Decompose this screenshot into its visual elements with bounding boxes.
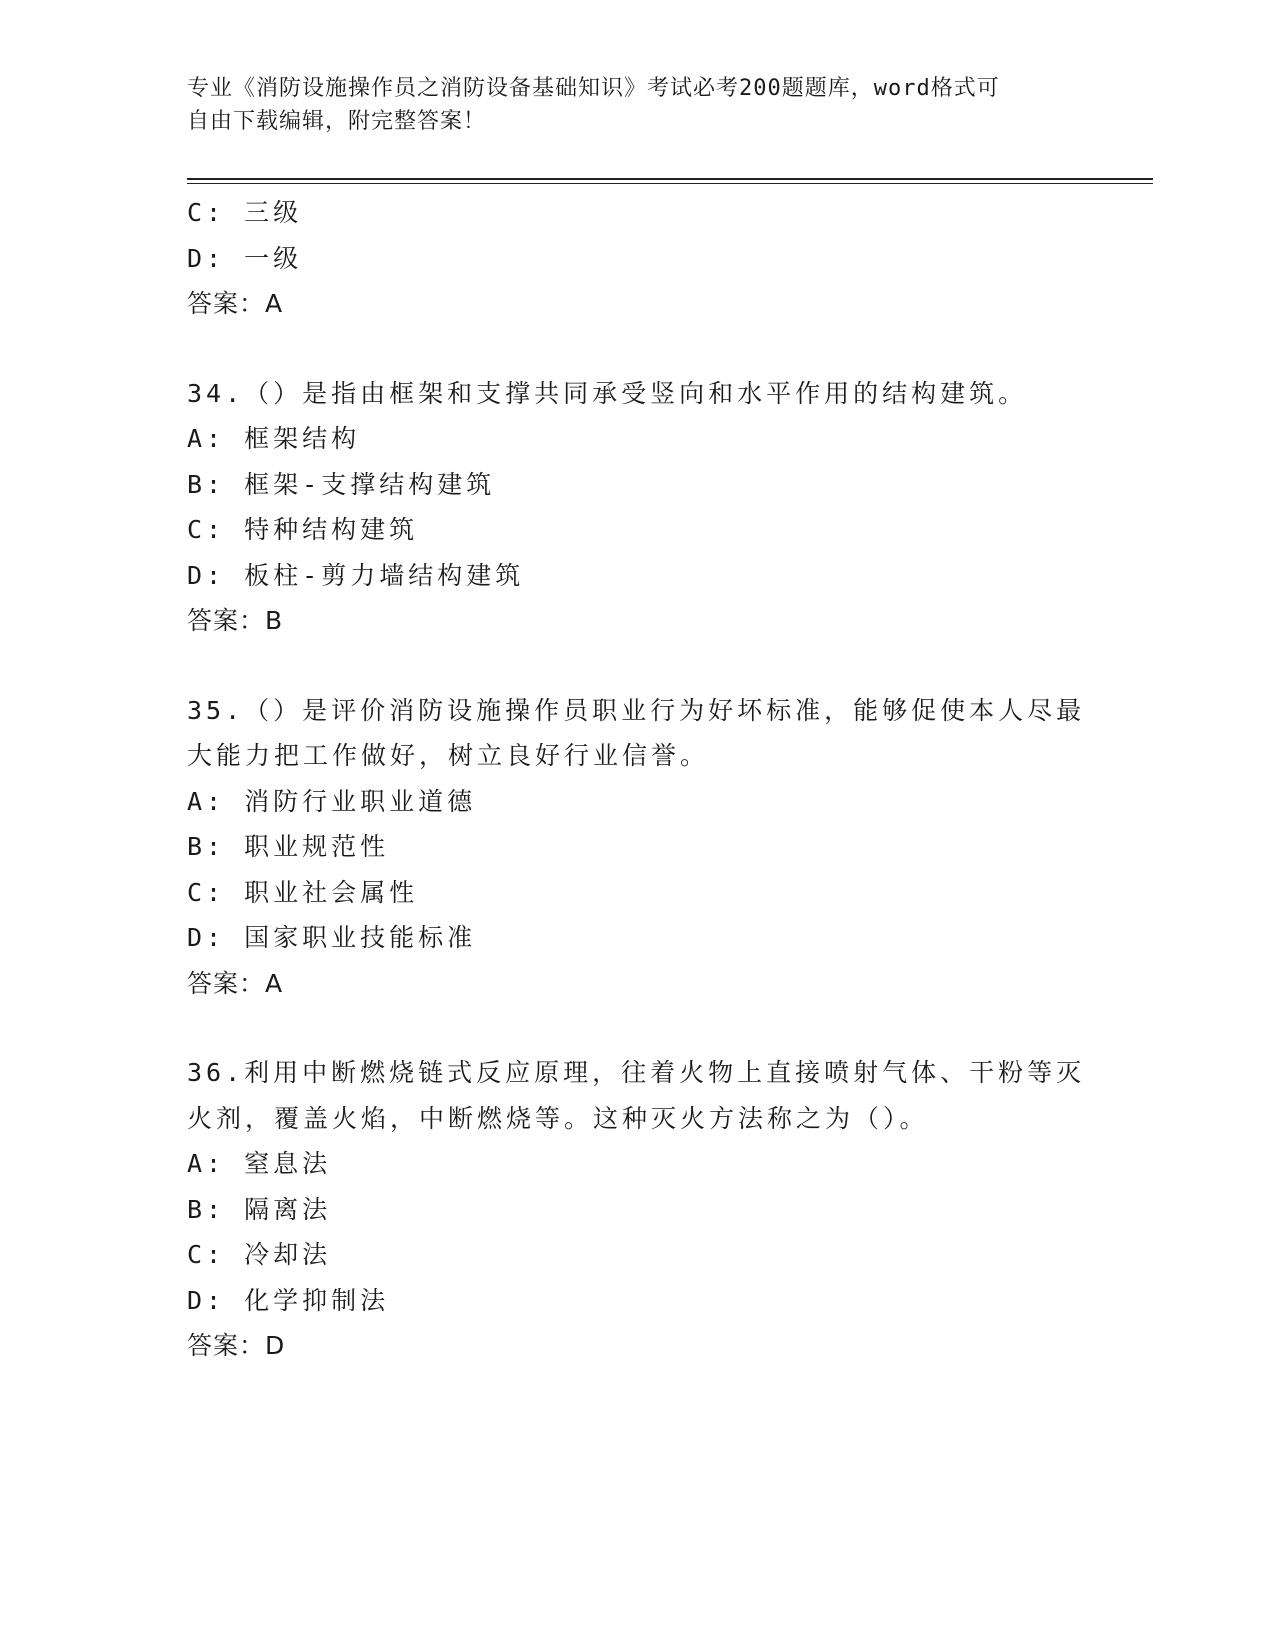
question-stem: 34.（）是指由框架和支撑共同承受竖向和水平作用的结构建筑。 [187,378,1028,408]
question-block-33 [187,190,1087,327]
spacer [187,1006,1087,1050]
option-c: C: 三级 [187,198,303,227]
option-d: D: 化学抑制法 [187,1285,390,1315]
header-divider-thick [187,178,1153,180]
option-b: B: 框架-支撑结构建筑 [187,469,496,499]
header-title-line-2: 自由下载编辑，附完整答案！ [187,109,487,134]
question-stem-line-1: 36.利用中断燃烧链式反应原理，往着火物上直接喷射气体、干粉等灭 [187,1058,1086,1087]
option-a: A: 窒息法 [187,1149,332,1178]
question-block-36 [187,1050,1087,1369]
option-a: A: 框架结构 [187,424,361,453]
option-d: D: 板柱-剪力墙结构建筑 [187,560,525,590]
question-block-35 [187,688,1087,1007]
option-c: C: 特种结构建筑 [187,515,419,544]
option-d: D: 国家职业技能标准 [187,923,477,952]
header-title-line-1: 专业《消防设施操作员之消防设备基础知识》考试必考200题题库，word格式可 [187,76,1000,101]
option-b: B: 隔离法 [187,1194,332,1224]
answer-line: 答案：A [187,968,284,998]
option-b: B: 职业规范性 [187,832,390,861]
answer-line: 答案：D [187,1331,286,1360]
question-stem-line-2: 火剂，覆盖火焰，中断燃烧等。这种灭火方法称之为（）。 [187,1103,929,1133]
option-d: D: 一级 [187,243,303,273]
answer-line: 答案：A [187,289,284,318]
question-block-34 [187,371,1087,644]
spacer [187,327,1087,371]
spacer [187,644,1087,688]
option-c: C: 冷却法 [187,1240,332,1269]
option-a: A: 消防行业职业道德 [187,786,477,816]
question-stem-line-1: 35.（）是评价消防设施操作员职业行为好坏标准，能够促使本人尽最 [187,695,1086,725]
question-stem-line-2: 大能力把工作做好，树立良好行业信誉。 [187,741,710,770]
option-c: C: 职业社会属性 [187,877,419,907]
question-list [187,190,1087,1369]
page-header [187,72,1067,138]
answer-line: 答案：B [187,606,284,635]
header-divider-thin [187,183,1153,184]
